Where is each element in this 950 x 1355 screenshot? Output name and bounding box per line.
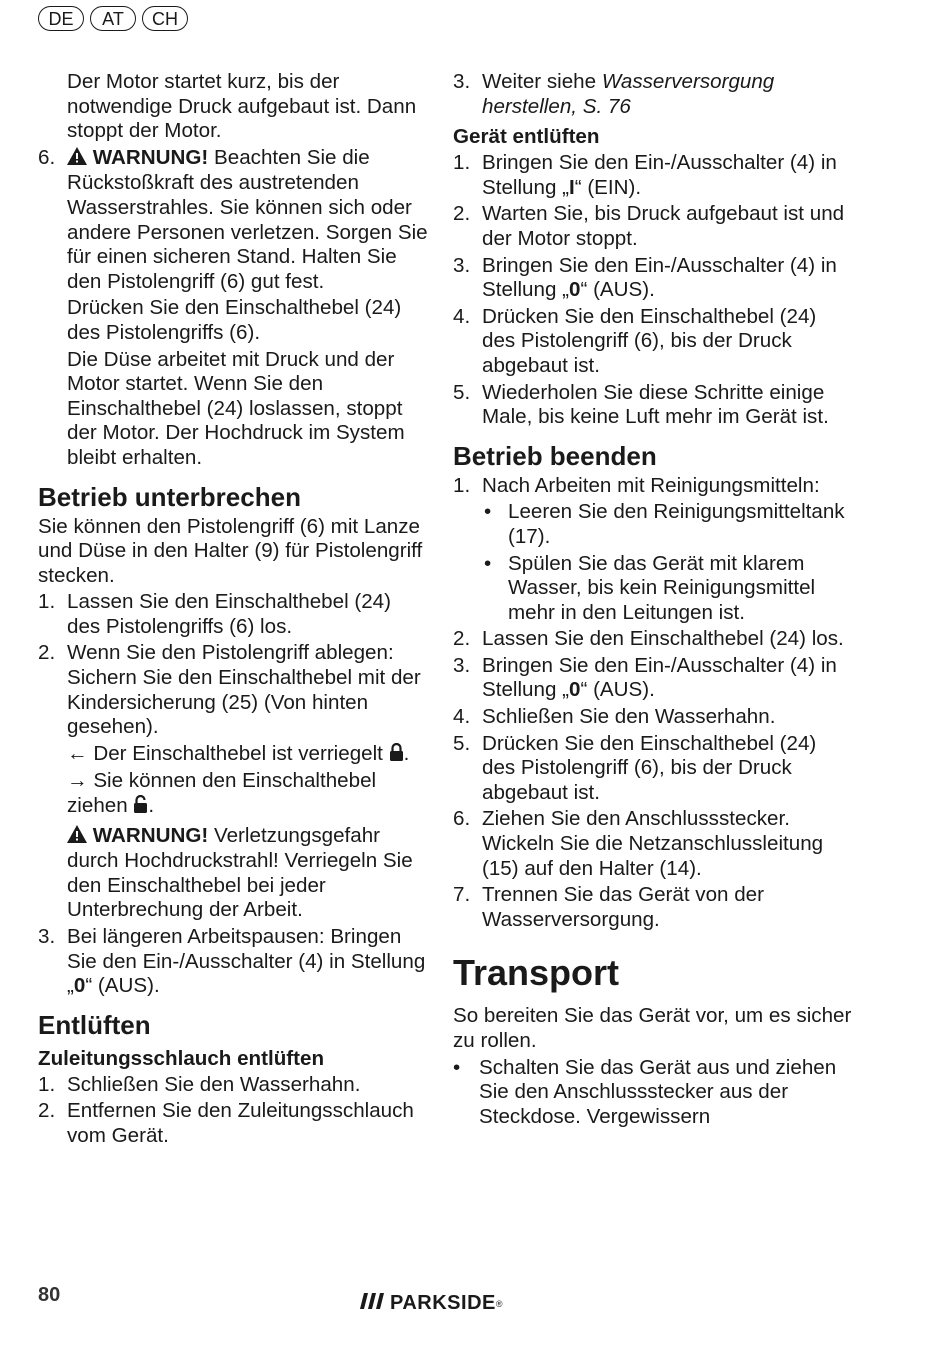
arrow-right-icon: → [67, 769, 88, 793]
heading-betrieb-unterbrechen: Betrieb unterbrechen [38, 481, 301, 512]
list-item [453, 254, 853, 303]
list-item [453, 381, 853, 430]
bullet-icon: • [484, 500, 492, 524]
arrow-note-unlocked: → Sie können den Einschalthebel ziehen . [38, 769, 428, 819]
list-number: 3. [38, 925, 56, 948]
warning-text: Verletzungsgefahr durch Hochdruckstrahl! Verriegeln Sie den Einschalthebel bei jeder Unterbrechung der Arbeit. [67, 823, 413, 922]
list-number: 7. [453, 883, 471, 907]
list-number: 2. [453, 627, 471, 651]
registered-mark: ® [495, 1298, 503, 1309]
paragraph: Drücken Sie den Einschalthebel (24) des Pistolengriffs (6). [67, 296, 402, 344]
list-text: Bringen Sie den Ein-/Ausschalter (4) in Stellung „ [482, 253, 837, 302]
bullet-item [453, 500, 853, 549]
left-column [38, 70, 428, 1149]
list-number: 6. [453, 807, 471, 831]
list-item [453, 627, 853, 652]
lock-open-icon [133, 795, 148, 820]
arrow-note-text: Der Einschalthebel ist verriegelt [87, 741, 383, 765]
cross-reference: Wasserversorgung herstellen, S. 76 [482, 70, 775, 118]
paragraph: Die Düse arbeitet mit Druck und der Motor startet. Wenn Sie den Einschalthebel (24) loslassen, stoppt der Motor. Der Hochdruck im System bleibt erhalten. [67, 347, 405, 469]
switch-position: I [569, 175, 575, 199]
arrow-note-text: Sie können den Einschalthebel ziehen [67, 769, 377, 818]
list-item [453, 474, 853, 499]
warning-paragraph [67, 146, 428, 295]
switch-position: 0 [569, 678, 581, 702]
list-number: 1. [453, 151, 471, 175]
list-item [453, 151, 853, 200]
list-text: Trennen Sie das Gerät von der Wasserversorgung. [482, 883, 764, 931]
lang-tag-at: AT [90, 6, 136, 31]
warning-icon [67, 147, 87, 172]
switch-position: 0 [73, 974, 86, 998]
list-text-end: “ (AUS). [85, 974, 160, 998]
list-number: 1. [38, 590, 56, 614]
list-item [453, 202, 853, 251]
list-item [38, 925, 428, 999]
bullet-text: Spülen Sie das Gerät mit klarem Wasser, bis kein Reinigungsmittel mehr in den Leitungen ist. [508, 551, 816, 624]
list-text: Lassen Sie den Einschalthebel (24) los. [482, 627, 844, 651]
list-text: Schließen Sie den Wasserhahn. [67, 1072, 361, 1096]
list-number: 6. [38, 145, 56, 169]
bullet-text: Schalten Sie das Gerät aus und ziehen Sie den Anschlussstecker aus der Steckdose. Vergewissern [479, 1055, 837, 1128]
heading-entlueften: Entlüften [38, 1009, 151, 1040]
list-item [453, 654, 853, 703]
heading-transport: Transport [453, 952, 620, 994]
right-column [453, 70, 853, 1129]
warning-text: Beachten Sie die Rückstoßkraft des austretenden Wasserstrahles. Sie können sich oder andere Personen verletzen. Sorgen Sie für einen sicheren Stand. Halten Sie den Pistolengriff (6) gut fest. [67, 145, 428, 293]
bullet-icon: • [484, 551, 492, 575]
list-item [38, 641, 428, 739]
list-text: Wenn Sie den Pistolengriff ablegen: Sichern Sie den Einschalthebel mit der Kindersicherung (25) (Von hinten gesehen). [67, 641, 421, 739]
paragraph: Sie können den Pistolengriff (6) mit Lanze und Düse in den Halter (9) für Pistolengriff stecken. [38, 514, 423, 587]
list-text-end: “ (AUS). [580, 678, 655, 702]
list-item [38, 1073, 428, 1098]
list-text: Nach Arbeiten mit Reinigungsmitteln: [482, 473, 820, 497]
lock-closed-icon [389, 743, 404, 768]
page-number: 80 [38, 1284, 61, 1306]
list-text: Lassen Sie den Einschalthebel (24) des Pistolengriffs (6) los. [67, 590, 391, 638]
list-item [453, 70, 853, 119]
language-tags [38, 6, 194, 31]
list-item [453, 807, 853, 881]
list-text: Bringen Sie den Ein-/Ausschalter (4) in Stellung „ [482, 653, 837, 702]
list-text: Warten Sie, bis Druck aufgebaut ist und der Motor stoppt. [482, 202, 845, 250]
list-text: Schließen Sie den Wasserhahn. [482, 705, 776, 729]
bullet-text: Leeren Sie den Reinigungsmitteltank (17). [508, 500, 845, 548]
bullet-item [453, 552, 853, 626]
list-number: 2. [38, 1099, 56, 1123]
list-number: 4. [453, 304, 471, 328]
list-number: 5. [453, 380, 471, 404]
list-item [38, 590, 428, 639]
list-number: 4. [453, 705, 471, 729]
list-number: 3. [453, 70, 471, 93]
list-text: Ziehen Sie den Anschlussstecker. Wickeln Sie die Netzanschlussleitung (15) auf den Halter (14). [482, 807, 824, 880]
list-text: Drücken Sie den Einschalthebel (24) des Pistolengriff (6), bis der Druck abgebaut ist. [482, 731, 817, 804]
list-text: Wiederholen Sie diese Schritte einige Male, bis keine Luft mehr im Gerät ist. [482, 380, 829, 429]
lang-tag-ch: CH [142, 6, 188, 31]
subheading-geraet-entlueften: Gerät entlüften [453, 125, 600, 149]
switch-position: 0 [569, 278, 581, 302]
list-item-6 [38, 146, 428, 471]
intro-paragraph: Der Motor startet kurz, bis der notwendige Druck aufgebaut ist. Dann stoppt der Motor. [67, 70, 417, 143]
list-text-end: “ (AUS). [580, 278, 655, 302]
list-text-end: “ (EIN). [574, 175, 642, 199]
list-item [38, 1099, 428, 1148]
list-number: 2. [38, 641, 56, 665]
list-text: Bei längeren Arbeitspausen: Bringen Sie den Ein-/Ausschalter (4) in Stellung „ [67, 925, 426, 998]
brand-name: PARKSIDE [390, 1292, 496, 1314]
arrow-left-icon: ← [67, 741, 88, 765]
bullet-icon: • [453, 1055, 461, 1079]
list-number: 5. [453, 731, 471, 755]
subheading-zuleitungsschlauch: Zuleitungsschlauch entlüften [38, 1046, 325, 1070]
warning-label: WARNUNG! [92, 145, 209, 169]
list-number: 3. [453, 653, 471, 677]
list-number: 1. [38, 1072, 56, 1096]
list-item [453, 883, 853, 932]
bullet-item [453, 1056, 853, 1130]
list-item [453, 705, 853, 730]
brand-slashes-icon [360, 1293, 384, 1314]
warning-icon [67, 825, 87, 850]
list-text: Bringen Sie den Ein-/Ausschalter (4) in Stellung „ [482, 151, 837, 199]
list-number: 2. [453, 202, 471, 226]
list-number: 3. [453, 253, 471, 277]
list-number: 1. [453, 473, 471, 497]
parkside-logo [360, 1292, 503, 1315]
list-item [453, 732, 853, 806]
arrow-note-locked: ← Der Einschalthebel ist verriegelt . [38, 742, 428, 768]
list-text: Drücken Sie den Einschalthebel (24) des Pistolengriff (6), bis der Druck abgebaut ist. [482, 304, 817, 377]
list-text: Weiter siehe [482, 70, 602, 93]
list-text: Entfernen Sie den Zuleitungsschlauch vom Gerät. [67, 1099, 414, 1147]
lang-tag-de: DE [38, 6, 84, 31]
list-item [453, 305, 853, 379]
paragraph: So bereiten Sie das Gerät vor, um es sicher zu rollen. [453, 1004, 852, 1052]
warning-label: WARNUNG! [92, 823, 209, 847]
warning-paragraph [38, 824, 428, 923]
heading-betrieb-beenden: Betrieb beenden [453, 440, 657, 471]
